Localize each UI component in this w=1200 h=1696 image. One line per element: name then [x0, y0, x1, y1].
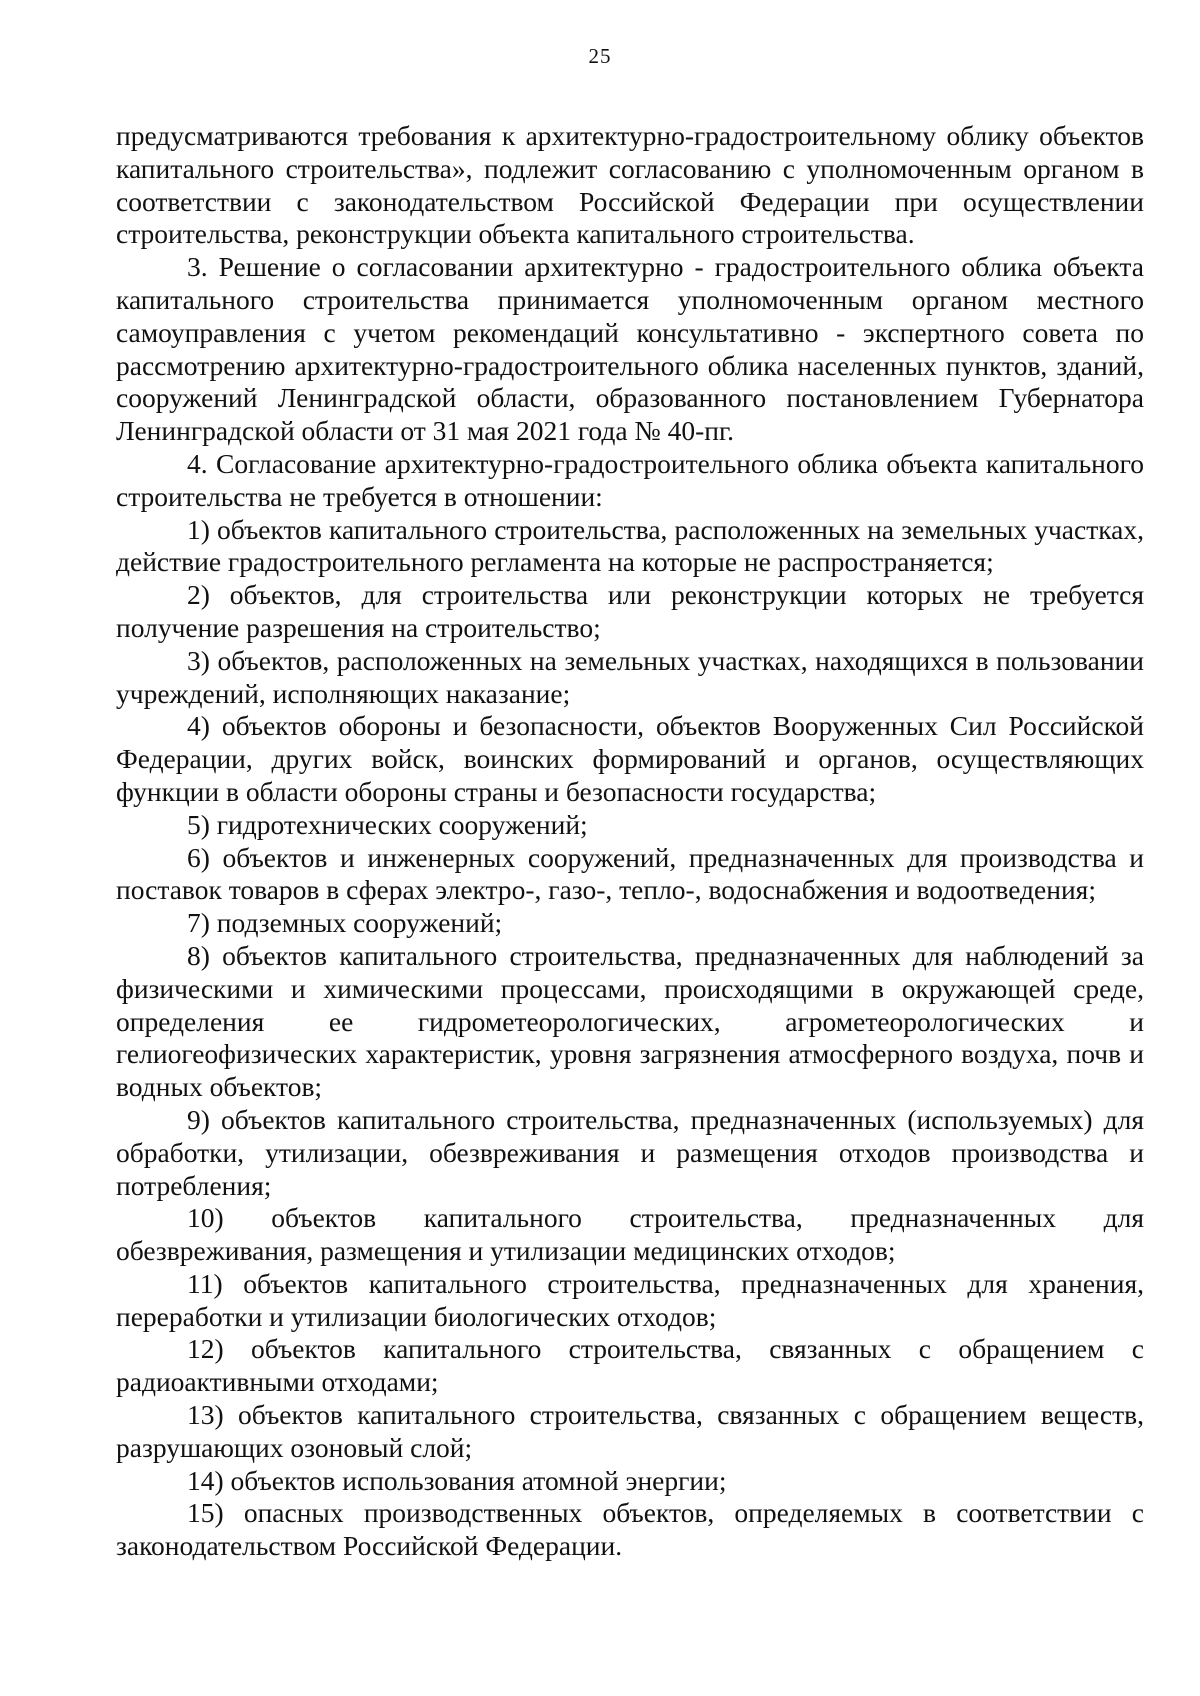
- list-item-9: 9) объектов капитального строительства, предназначенных (используемых) для обработки, утилизации, обезвреживания и размещения отходов производства и потребления;: [116, 1103, 1144, 1201]
- list-item-15: 15) опасных производственных объектов, определяемых в соответствии с законодательством Российской Федерации.: [116, 1497, 1144, 1562]
- page-number: 25: [588, 44, 612, 68]
- list-item-1: 1) объектов капитального строительства, расположенных на земельных участках, действие градостроительного регламента на которые не распространяется;: [116, 513, 1144, 578]
- list-item-3: 3) объектов, расположенных на земельных участках, находящихся в пользовании учреждений, исполняющих наказание;: [116, 644, 1144, 709]
- paragraph-continuation: предусматриваются требования к архитектурно-градостроительному облику объектов капитального строительства», подлежит согласованию с уполномоченным органом в соответствии с законодательством Российской Федерации при осуществлении строительства, реконструкции объекта капитального строительства.: [116, 120, 1144, 250]
- list-item-14: 14) объектов использования атомной энергии;: [187, 1464, 727, 1496]
- list-item-8: 8) объектов капитального строительства, предназначенных для наблюдений за физическими и химическими процессами, происходящими в окружающей среде, определения ее гидрометеорологических, агрометеорологических и гелиогеофизических характеристик, уровня загрязнения атмосферного воздуха, почв и водных объектов;: [116, 939, 1144, 1103]
- list-item-6: 6) объектов и инженерных сооружений, предназначенных для производства и поставок товаров в сферах электро-, газо-, тепло-, водоснабжения и водоотведения;: [116, 841, 1144, 906]
- document-body: [116, 120, 1144, 1563]
- list-item-10: 10) объектов капитального строительства, предназначенных для обезвреживания, размещения и утилизации медицинских отходов;: [116, 1202, 1144, 1267]
- list-item-2: 2) объектов, для строительства или реконструкции которых не требуется получение разрешения на строительство;: [116, 579, 1144, 643]
- list-item-12: 12) объектов капитального строительства, связанных с обращением с радиоактивными отходами;: [116, 1333, 1144, 1398]
- list-item-7: 7) подземных сооружений;: [187, 907, 503, 939]
- list-item-5: 5) гидротехнических сооружений;: [187, 808, 588, 840]
- list-item-4: 4) объектов обороны и безопасности, объектов Вооруженных Сил Российской Федерации, других войск, воинских формирований и органов, осуществляющих функции в области обороны страны и безопасности государства;: [116, 710, 1144, 807]
- list-item-13: 13) объектов капитального строительства, связанных с обращением веществ, разрушающих озоновый слой;: [116, 1399, 1144, 1463]
- paragraph-item-3: 3. Решение о согласовании архитектурно - градостроительного облика объекта капитального строительства принимается уполномоченным органом местного самоуправления с учетом рекомендаций консультативно - экспертного совета по рассмотрению архитектурно-градостроительного облика населенных пунктов, зданий, сооружений Ленинградской области, образованного постановлением Губернатора Ленинградской области от 31 мая 2021 года № 40-пг.: [116, 251, 1144, 447]
- paragraph-item-4: 4. Согласование архитектурно-градостроительного облика объекта капитального строительства не требуется в отношении:: [116, 447, 1144, 512]
- list-item-11: 11) объектов капитального строительства, предназначенных для хранения, переработки и утилизации биологических отходов;: [116, 1267, 1144, 1332]
